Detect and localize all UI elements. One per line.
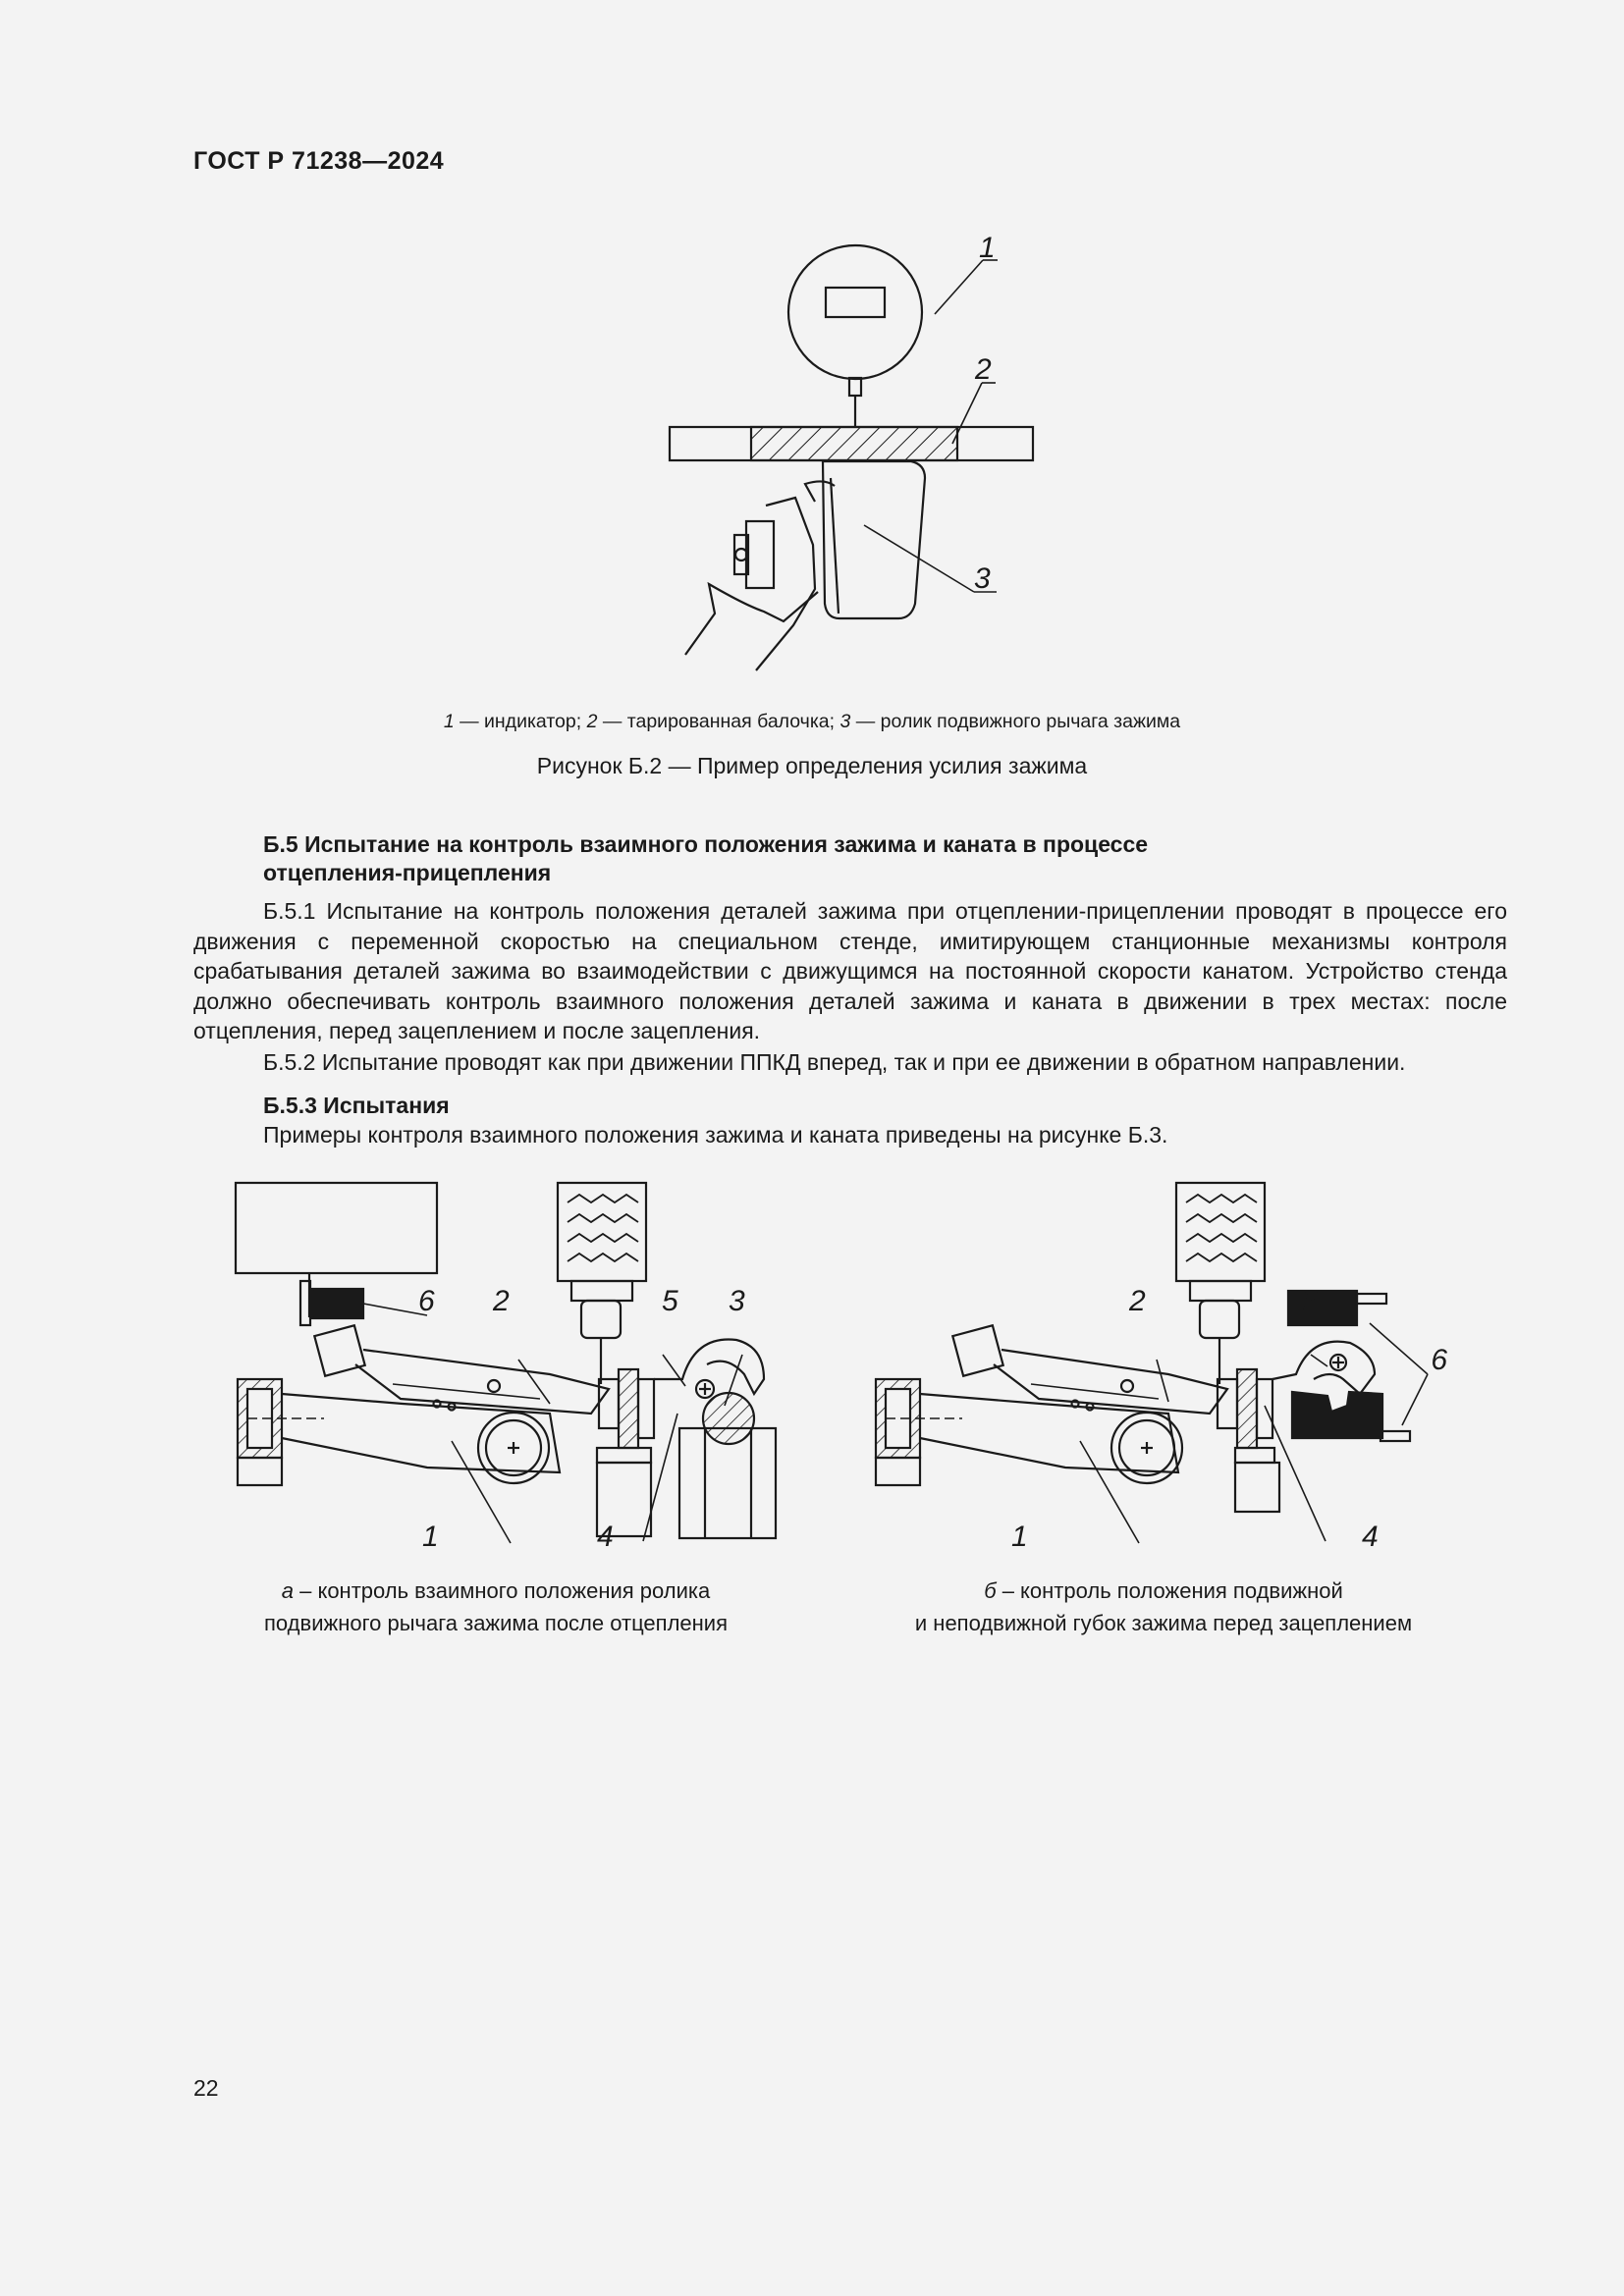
callout-1: 1 (979, 232, 996, 264)
paragraph-b52: Б.5.2 Испытание проводят как при движении ППКД вперед, так и при ее движении в обратном направлении. (263, 1049, 1406, 1075)
callout-3: 3 (974, 562, 991, 595)
figure-b2-legend (0, 711, 1624, 733)
figure-b2 (658, 221, 1051, 682)
figure-b3-a-caption (221, 1575, 771, 1639)
caption-text: и неподвижной губок зажима перед зацеплением (914, 1611, 1413, 1635)
hanger-tube (238, 1379, 560, 1485)
legend-number: 2 (586, 711, 598, 732)
caption-letter: б (984, 1578, 997, 1603)
document-header: ГОСТ Р 71238—2024 (193, 147, 445, 175)
figure-b2-caption: Рисунок Б.2 — Пример определения усилия зажима (536, 753, 1088, 778)
page-number: 22 (193, 2075, 219, 2101)
legend-text: — ролик подвижного рычага зажима (850, 711, 1181, 732)
caption-text: подвижного рычага зажима после отцепления (264, 1611, 728, 1635)
indicator-dial (788, 245, 922, 427)
lower-wheel (478, 1413, 549, 1483)
caption-text: – контроль взаимного положения ролика (293, 1578, 711, 1603)
callout-5: 5 (662, 1285, 678, 1317)
caption-letter: а (281, 1578, 294, 1603)
subsection-b53-text: Примеры контроля взаимного положения зажима и каната приведены на рисунке Б.3. (263, 1122, 1168, 1148)
legend-text: — тарированная балочка; (597, 711, 840, 732)
movable-jaw-5 (654, 1340, 764, 1399)
sensor-6-lower (1292, 1392, 1410, 1441)
conveyor-tyre (1176, 1183, 1265, 1384)
callout-2: 2 (493, 1285, 510, 1317)
subsection-b53-title: Б.5.3 Испытания (263, 1093, 450, 1118)
callout-2: 2 (1129, 1285, 1146, 1317)
section-b5-title (263, 830, 1510, 887)
calibrated-beam (670, 427, 1033, 460)
legend-text: — индикатор; (454, 711, 587, 732)
figure-b3-b (864, 1178, 1453, 1571)
rope (703, 1393, 754, 1444)
callout-3: 3 (729, 1285, 745, 1317)
caption-text: – контроль положения подвижной (996, 1578, 1343, 1603)
lever-roller (823, 461, 925, 618)
section-title-line: отцепления-прицепления (263, 860, 552, 885)
conveyor-tyre (558, 1183, 646, 1384)
lower-wheel (1111, 1413, 1182, 1483)
callout-5: 5 (1301, 1285, 1318, 1317)
sensor-6 (300, 1281, 363, 1325)
figure-b3-a (226, 1178, 795, 1571)
callout-4: 4 (597, 1521, 614, 1553)
control-box (236, 1183, 437, 1273)
legend-number: 3 (839, 711, 851, 732)
movable-lever (685, 481, 835, 670)
paragraph-b51: Б.5.1 Испытание на контроль положения деталей зажима при отцеплении-прицеплении проводят в процессе его движения с переменной скоростью на специальном стенде, имитирующем станционные механизмы контроля срабатывания деталей зажима во взаимодействии с движущимся на постоянной скорости канатом. Устройство стенда должно обеспечивать контроль взаимного положения деталей зажима и каната в движении в трех местах: после отцепления, перед зацеплением и после зацепления. (193, 898, 1507, 1043)
callout-2: 2 (975, 353, 992, 386)
callout-1: 1 (422, 1521, 439, 1553)
callout-1: 1 (1011, 1521, 1028, 1553)
callout-4: 4 (1362, 1521, 1379, 1553)
figure-b3-b-caption (864, 1575, 1463, 1639)
legend-number: 1 (443, 711, 455, 732)
callout-6: 6 (418, 1285, 435, 1317)
callout-6: 6 (1431, 1344, 1447, 1376)
section-title-line: Б.5 Испытание на контроль взаимного положения зажима и каната в процессе (263, 831, 1149, 857)
movable-jaw-5 (1272, 1342, 1375, 1394)
